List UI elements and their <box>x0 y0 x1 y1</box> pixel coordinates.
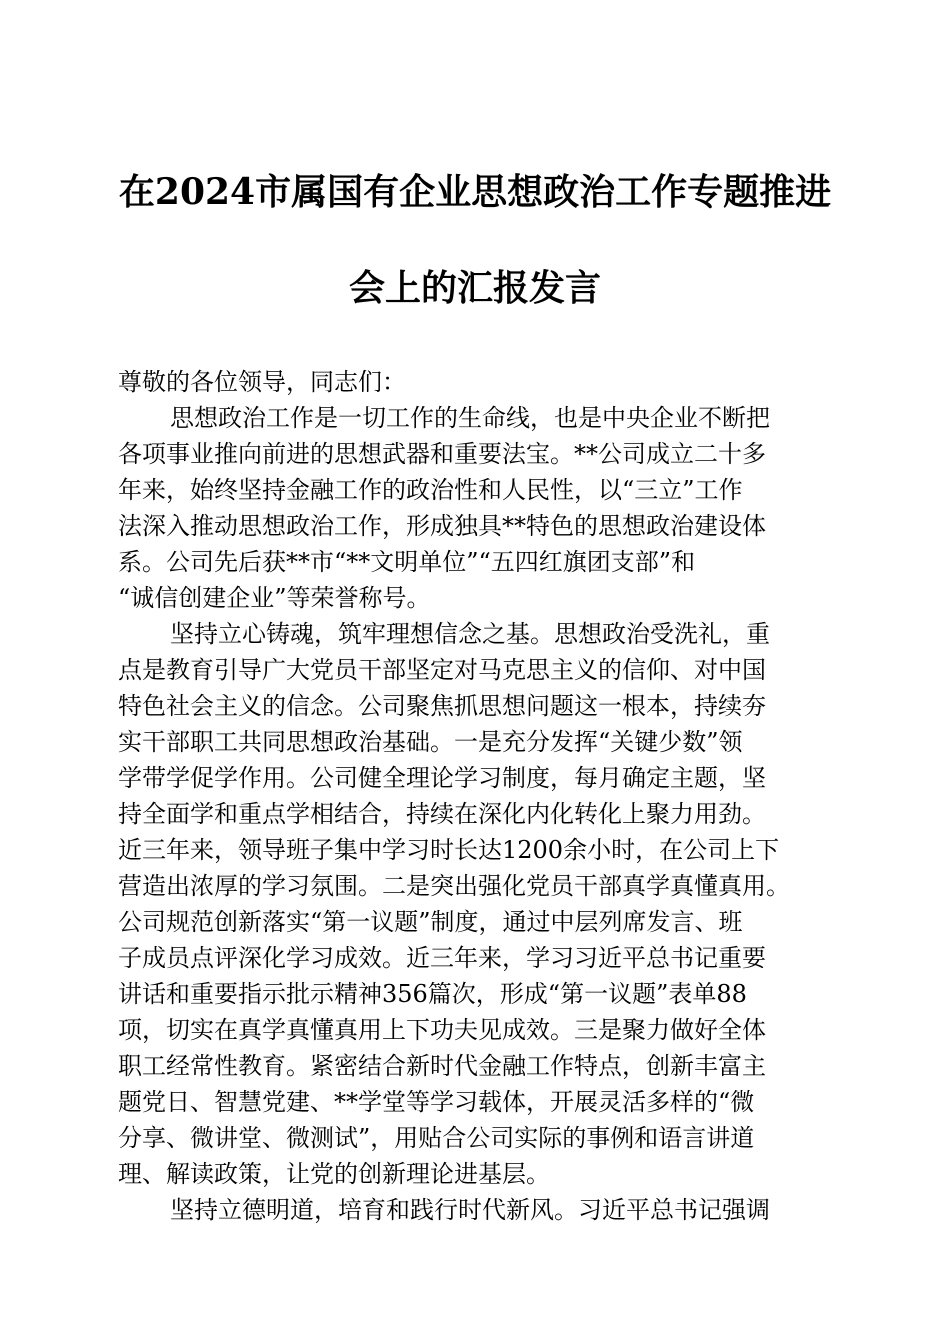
paragraph-line: “诚信创建企业”等荣誉称号。 <box>118 584 431 612</box>
paragraph-line: 理、解读政策，让党的创新理论进基层。 <box>118 1160 550 1188</box>
paragraph-line: 讲话和重要指示批示精神356篇次，形成“第一议题”表单88 <box>118 980 747 1008</box>
paragraph-line: 学带学促学作用。公司健全理论学习制度，每月确定主题，坚 <box>118 764 766 792</box>
paragraph-line: 坚持立心铸魂，筑牢理想信念之基。思想政治受洗礼，重 <box>170 620 770 648</box>
paragraph-line: 公司规范创新落实“第一议题”制度，通过中层列席发言、班 <box>118 908 743 936</box>
paragraph-line: 年来，始终坚持金融工作的政治性和人民性，以“三立”工作 <box>118 476 743 504</box>
paragraph-line: 持全面学和重点学相结合，持续在深化内化转化上聚力用劲。 <box>118 800 766 828</box>
paragraph-line: 营造出浓厚的学习氛围。二是突出强化党员干部真学真懂真用。 <box>118 872 790 900</box>
document-title-line-1: 在2024市属国有企业思想政治工作专题推进 <box>118 171 832 213</box>
paragraph-line: 思想政治工作是一切工作的生命线，也是中央企业不断把 <box>170 404 770 432</box>
paragraph-line: 法深入推动思想政治工作，形成独具**特色的思想政治建设体 <box>118 512 766 540</box>
paragraph-line: 职工经常性教育。紧密结合新时代金融工作特点，创新丰富主 <box>118 1052 766 1080</box>
paragraph-line: 分享、微讲堂、微测试”，用贴合公司实际的事例和语言讲道 <box>118 1124 755 1152</box>
paragraph-line: 各项事业推向前进的思想武器和重要法宝。**公司成立二十多 <box>118 440 766 468</box>
paragraph-line: 近三年来，领导班子集中学习时长达1200余小时，在公司上下 <box>118 836 780 864</box>
paragraph-line: 特色社会主义的信念。公司聚焦抓思想问题这一根本，持续夯 <box>118 692 766 720</box>
paragraph-line: 项，切实在真学真懂真用上下功夫见成效。三是聚力做好全体 <box>118 1016 766 1044</box>
paragraph-line: 题党日、智慧党建、**学堂等学习载体，开展灵活多样的“微 <box>118 1088 755 1116</box>
paragraph-line: 系。公司先后获**市“**文明单位”“五四红旗团支部”和 <box>118 548 696 576</box>
paragraph-line: 子成员点评深化学习成效。近三年来，学习习近平总书记重要 <box>118 944 766 972</box>
salutation-line: 尊敬的各位领导，同志们： <box>118 368 406 396</box>
paragraph-line: 坚持立德明道，培育和践行时代新风。习近平总书记强调 <box>170 1196 770 1224</box>
document-title-line-2: 会上的汇报发言 <box>348 267 601 309</box>
paragraph-line: 实干部职工共同思想政治基础。一是充分发挥“关键少数”领 <box>118 728 743 756</box>
paragraph-line: 点是教育引导广大党员干部坚定对马克思主义的信仰、对中国 <box>118 656 766 684</box>
